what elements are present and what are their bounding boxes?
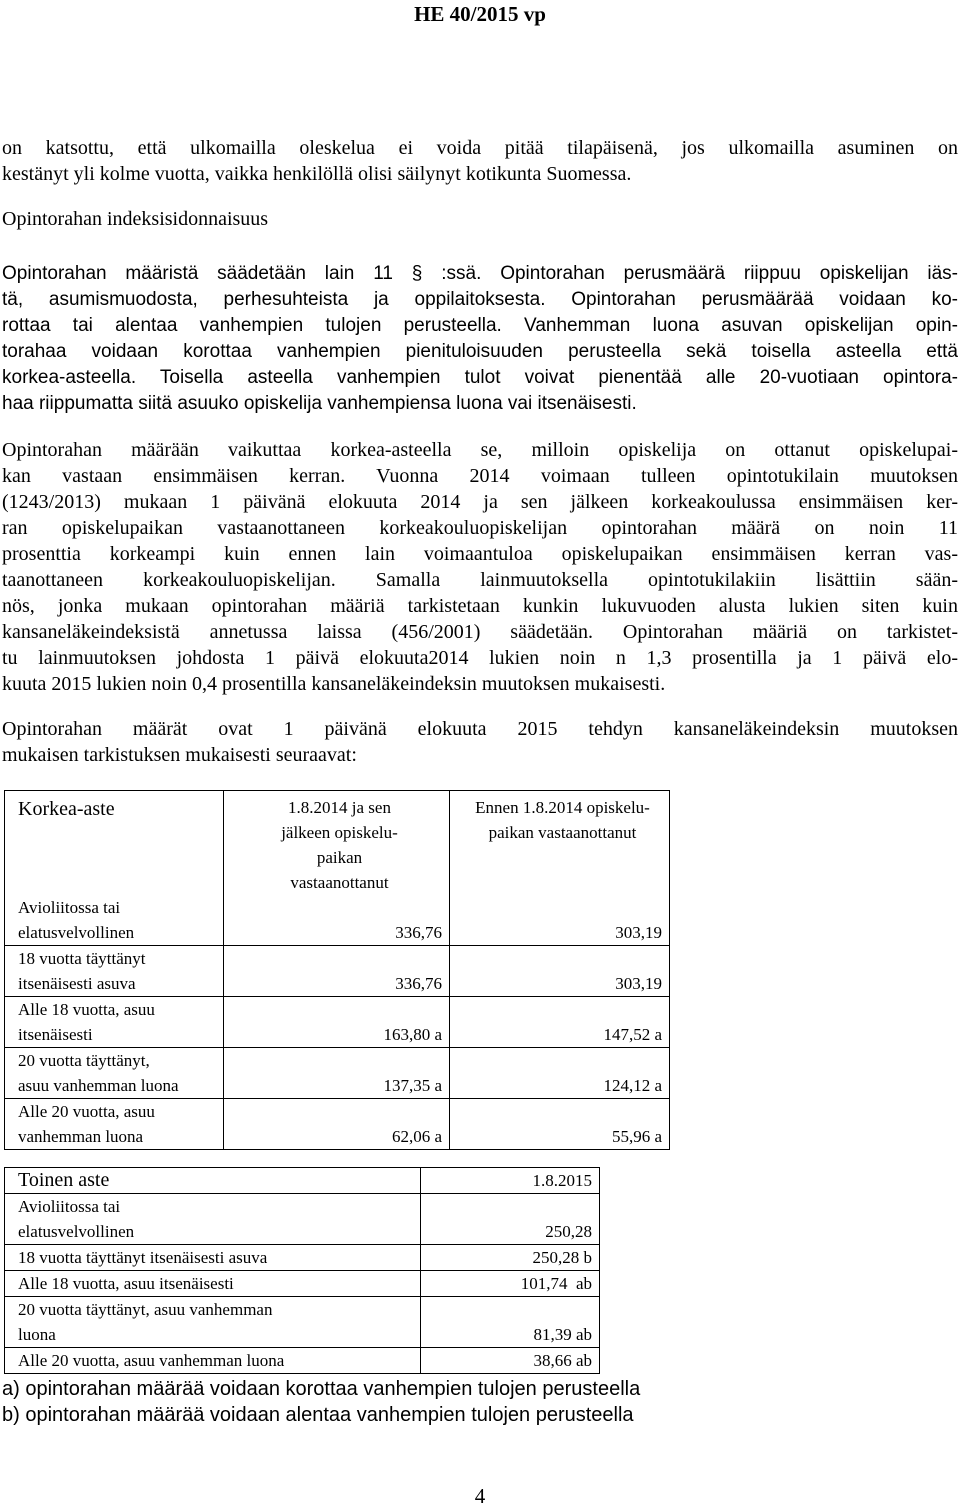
label-line: elatusvelvollinen: [18, 1222, 135, 1241]
label-line: asuu vanhemman luona: [18, 1076, 179, 1095]
text-line: (1243/2013) mukaan 1 päivänä elokuuta 2014 ja sen jälkeen korkeakoulussa ensimmäisen ker-: [2, 491, 958, 513]
table-header-row: [5, 1168, 600, 1194]
table-cell: 137,35 a: [224, 1048, 450, 1099]
label-line: elatusvelvollinen: [18, 923, 135, 942]
row-label: [5, 1297, 421, 1348]
label-line: itsenäisesti: [18, 1025, 93, 1044]
row-label: [5, 1099, 224, 1150]
table-cell: 55,96 a: [450, 1099, 670, 1150]
header-line: 1.8.2014 ja sen: [288, 798, 391, 817]
table-row: [5, 1297, 600, 1348]
label-line: Alle 18 vuotta, asuu: [18, 1000, 155, 1019]
table-cell: 336,76: [224, 946, 450, 997]
text-line: tä, asumismuodosta, perhesuhteista ja oppilaitoksesta. Opintorahan perusmäärää voidaan ko-: [2, 289, 958, 310]
text-line: ran opiskelupaikan vastaanottaneen korkeakouluopiskelijan opintorahan määrä on noin 11: [2, 517, 958, 539]
label-line: 20 vuotta täyttänyt, asuu vanhemman: [18, 1300, 273, 1319]
label-line: luona: [18, 1325, 56, 1344]
table-row: [5, 997, 670, 1048]
text-line: torahaa voidaan korottaa vanhempien pienituloisuuden perusteella sekä toisella asteella että: [2, 341, 958, 362]
table-row: [5, 1048, 670, 1099]
label-line: 20 vuotta täyttänyt,: [18, 1051, 150, 1070]
text-line: Opintorahan määrät ovat 1 päivänä elokuuta 2015 tehdyn kansaneläkeindeksin muutoksen: [2, 718, 958, 740]
table-cell: 303,19: [450, 895, 670, 946]
footnote: a) opintorahan määrää voidaan korottaa vanhempien tulojen perusteella: [2, 1378, 641, 1400]
table-row: [5, 1348, 600, 1374]
table-cell: 250,28: [421, 1194, 600, 1245]
intro-paragraph: [2, 135, 958, 187]
page-number: 4: [474, 1484, 486, 1508]
header-line: paikan: [316, 848, 363, 867]
table-cell: 336,76: [224, 895, 450, 946]
text-line: prosenttia korkeampi kuin ennen lain voimaantuloa opiskelupaikan ensimmäisen kerran vas-: [2, 543, 958, 565]
text-line: mukaisen tarkistuksen mukaisesti seuraavat:: [2, 744, 357, 766]
row-label: [5, 1048, 224, 1099]
column-header: [450, 791, 670, 896]
paragraph-2: [2, 437, 958, 697]
table-cell: 250,28 b: [421, 1245, 600, 1271]
table-cell: 101,74 ab: [421, 1271, 600, 1297]
section-heading: Opintorahan indeksisidonnaisuus: [2, 208, 269, 230]
label-line: Avioliitossa tai: [18, 898, 121, 917]
text-line: korkea-asteella. Toisella asteella vanhempien tulot voivat pienentää alle 20-vuotiaan opintora-: [2, 367, 958, 388]
text-line: kan vastaan ensimmäisen kerran. Vuonna 2014 voimaan tulleen opintotukilain muutoksen: [2, 465, 958, 487]
column-header: Toinen aste: [5, 1168, 421, 1194]
table-cell: 81,39 ab: [421, 1297, 600, 1348]
label-line: itsenäisesti asuva: [18, 974, 136, 993]
header-line: vastaanottanut: [290, 873, 389, 892]
korkea-aste-table: [4, 790, 670, 1150]
row-label: 18 vuotta täyttänyt itsenäisesti asuva: [5, 1245, 421, 1271]
table-cell: 62,06 a: [224, 1099, 450, 1150]
paragraph-1: [2, 261, 958, 417]
text-line: kuuta 2015 lukien noin 0,4 prosentilla kansaneläkeindeksin muutoksen mukaisesti.: [2, 673, 666, 695]
table-row: [5, 1099, 670, 1150]
label-line: 18 vuotta täyttänyt: [18, 949, 146, 968]
label-line: vanhemman luona: [18, 1127, 144, 1146]
text-line: Opintorahan määrään vaikuttaa korkea-asteella se, milloin opiskelija on ottanut opiskelupai-: [2, 439, 958, 461]
table-row: [5, 895, 670, 946]
text-line: nös, jonka mukaan opintorahan määriä tarkistetaan kunkin lukuvuoden alusta lukien siten kuin: [2, 595, 958, 617]
label-line: Alle 20 vuotta, asuu: [18, 1102, 155, 1121]
column-header: 1.8.2015: [421, 1168, 600, 1194]
table-cell: 163,80 a: [224, 997, 450, 1048]
text-line: taanottaneen korkeakouluopiskelijan. Samalla lainmuutoksella opintotukilakiin lisättiin sään-: [2, 569, 958, 591]
table-cell: 38,66 ab: [421, 1348, 600, 1374]
column-header: Korkea-aste: [5, 791, 224, 896]
row-label: Alle 20 vuotta, asuu vanhemman luona: [5, 1348, 421, 1374]
text-line: kansaneläkeindeksistä annetussa laissa (456/2001) säädetään. Opintorahan määriä on tarkistet-: [2, 621, 958, 643]
column-header: [224, 791, 450, 896]
table-row: [5, 946, 670, 997]
toinen-aste-table: [4, 1167, 600, 1374]
text-line: on katsottu, että ulkomailla oleskelua ei voida pitää tilapäisenä, jos ulkomailla asuminen on: [2, 137, 958, 159]
document-header: HE 40/2015 vp: [414, 2, 546, 26]
label-line: Avioliitossa tai: [18, 1197, 121, 1216]
table-header-row: [5, 791, 670, 896]
table-row: [5, 1194, 600, 1245]
row-label: Alle 18 vuotta, asuu itsenäisesti: [5, 1271, 421, 1297]
header-line: Ennen 1.8.2014 opiskelu-: [475, 798, 650, 817]
row-label: [5, 895, 224, 946]
table-cell: 124,12 a: [450, 1048, 670, 1099]
footnote: b) opintorahan määrää voidaan alentaa vanhempien tulojen perusteella: [2, 1404, 634, 1426]
table-row: [5, 1245, 600, 1271]
header-line: paikan vastaanottanut: [488, 823, 637, 842]
table-cell: 303,19: [450, 946, 670, 997]
text-line: Opintorahan määristä säädetään lain 11 § :ssä. Opintorahan perusmäärä riippuu opiskelijan iäs-: [2, 263, 958, 284]
table-cell: 147,52 a: [450, 997, 670, 1048]
footnotes: [2, 1376, 640, 1428]
text-line: rottaa tai alentaa vanhempien tulojen perusteella. Vanhemman luona asuvan opiskelijan opin-: [2, 315, 958, 336]
row-label: [5, 997, 224, 1048]
text-line: tu lainmuutoksen johdosta 1 päivä elokuuta2014 lukien noin n 1,3 prosentilla ja 1 päivä elo-: [2, 647, 958, 669]
table-row: [5, 1271, 600, 1297]
row-label: [5, 946, 224, 997]
row-label: [5, 1194, 421, 1245]
paragraph-3: [2, 716, 958, 768]
text-line: haa riippumatta siitä asuuko opiskelija vanhempiensa luona vai itsenäisesti.: [2, 393, 637, 414]
header-line: jälkeen opiskelu-: [281, 823, 398, 842]
text-line: kestänyt yli kolme vuotta, vaikka henkilöllä olisi säilynyt kotikunta Suomessa.: [2, 163, 632, 185]
